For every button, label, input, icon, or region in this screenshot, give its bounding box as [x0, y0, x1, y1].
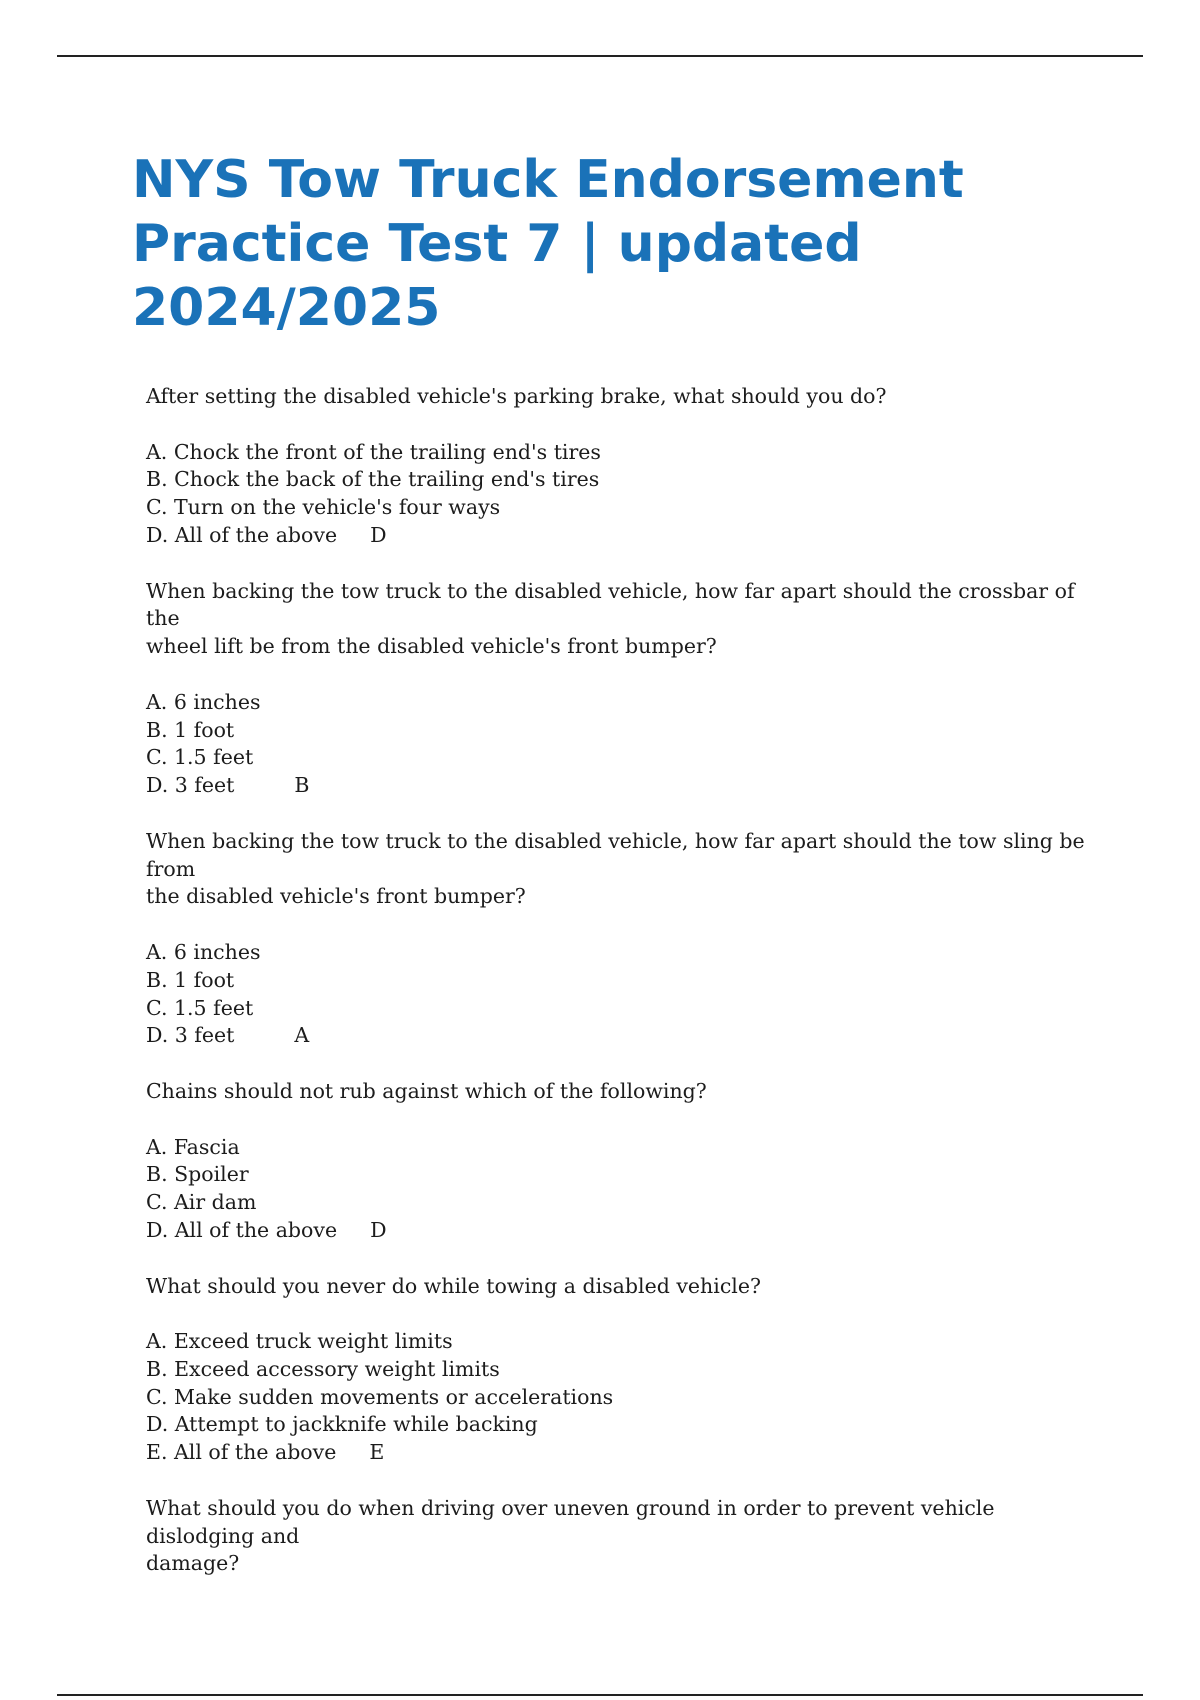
answer-option: C. 1.5 feet — [146, 745, 254, 770]
answer-option: A. 6 inches — [146, 939, 261, 964]
question-block — [146, 828, 1096, 1050]
answer-option: D. 3 feet — [146, 1023, 235, 1048]
answer-option: D. All of the above — [146, 522, 338, 547]
question-block — [146, 1273, 1096, 1468]
title-line: NYS Tow Truck Endorsement — [132, 150, 964, 210]
answer-option: C. 1.5 feet — [146, 995, 254, 1020]
question-block — [146, 1078, 1096, 1245]
bottom-rule — [57, 1694, 1143, 1696]
document-body — [146, 383, 1096, 1578]
answer-option: C. Air dam — [146, 1190, 257, 1215]
answer-option: D. Attempt to jackknife while backing — [146, 1412, 538, 1437]
correct-answer: E — [369, 1440, 385, 1465]
question-text: What should you never do while towing a disabled vehicle? — [146, 1273, 761, 1298]
correct-answer: D — [370, 1217, 387, 1242]
answer-option: B. 1 foot — [146, 967, 235, 992]
question-text: After setting the disabled vehicle's parking brake, what should you do? — [146, 384, 887, 408]
question-text: the disabled vehicle's front bumper? — [146, 884, 526, 909]
question-block — [146, 383, 1096, 550]
answer-option: D. All of the above — [146, 1217, 338, 1242]
answer-option: E. All of the above — [146, 1440, 337, 1465]
correct-answer: D — [370, 522, 387, 547]
answer-option: C. Make sudden movements or accelerations — [146, 1384, 614, 1409]
answer-option: B. Chock the back of the trailing end's tires — [146, 467, 600, 492]
question-block — [146, 578, 1096, 800]
question-text: When backing the tow truck to the disabled vehicle, how far apart should the tow sling be from — [146, 828, 1085, 881]
question-text: wheel lift be from the disabled vehicle's front bumper? — [146, 634, 717, 659]
answer-option: B. Exceed accessory weight limits — [146, 1356, 500, 1381]
answer-option: B. Spoiler — [146, 1162, 249, 1187]
question-text: Chains should not rub against which of the following? — [146, 1078, 707, 1103]
question-text: What should you do when driving over uneven ground in order to prevent vehicle dislodging and — [146, 1495, 995, 1548]
answer-option: B. 1 foot — [146, 717, 235, 742]
answer-option: C. Turn on the vehicle's four ways — [146, 495, 501, 520]
title-line: Practice Test 7 | updated — [132, 214, 862, 274]
top-rule — [57, 55, 1143, 57]
question-text: damage? — [146, 1551, 240, 1576]
correct-answer: A — [294, 1023, 310, 1048]
answer-option: A. Chock the front of the trailing end's tires — [146, 439, 601, 464]
document-title — [132, 148, 1032, 340]
answer-option: A. Fascia — [146, 1134, 240, 1159]
answer-option: A. 6 inches — [146, 689, 261, 714]
correct-answer: B — [294, 773, 310, 798]
question-text: When backing the tow truck to the disabled vehicle, how far apart should the crossbar of the — [146, 578, 1075, 631]
title-line: 2024/2025 — [132, 278, 441, 338]
question-block — [146, 1495, 1096, 1578]
answer-option: D. 3 feet — [146, 773, 235, 798]
answer-option: A. Exceed truck weight limits — [146, 1329, 453, 1354]
